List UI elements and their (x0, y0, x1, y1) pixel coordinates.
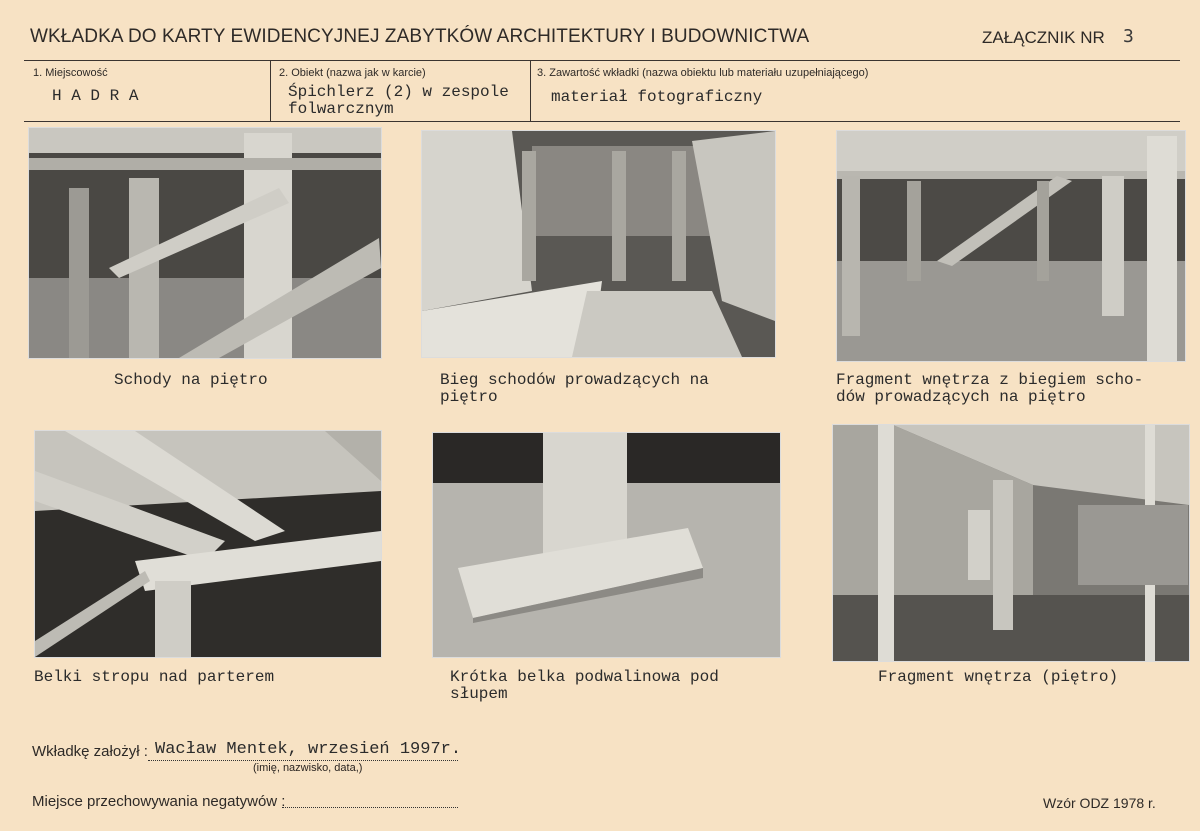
caption-photo-6: Fragment wnętrza (piętro) (878, 668, 1119, 686)
header-top-rule (24, 60, 1180, 61)
photo-ceiling-beams (34, 430, 382, 658)
object-value-line2: folwarcznym (288, 100, 394, 118)
caption-photo-3-line1: Fragment wnętrza z biegiem scho- (836, 371, 1144, 389)
photo-interior-with-stairs (836, 130, 1186, 362)
document-title: WKŁADKA DO KARTY EWIDENCYJNEJ ZABYTKÓW ARCHITEKTURY I BUDOWNICTWA (30, 26, 810, 47)
form-template-label: Wzór ODZ 1978 r. (1043, 795, 1156, 811)
caption-photo-5-line1: Krótka belka podwalinowa pod (450, 668, 719, 686)
caption-photo-3-line2: dów prowadzących na piętro (836, 388, 1086, 406)
author-hint: (imię, nazwisko, data,) (253, 762, 363, 774)
field-divider-2 (530, 60, 531, 122)
caption-photo-2-line2: piętro (440, 388, 498, 406)
caption-photo-1: Schody na piętro (114, 371, 268, 389)
photo-short-sill-beam (432, 432, 781, 658)
author-label: Wkładkę założył : (32, 743, 148, 760)
caption-photo-4: Belki stropu nad parterem (34, 668, 275, 686)
contents-value: materiał fotograficzny (551, 88, 763, 106)
photo-stair-flight (421, 130, 776, 358)
locality-value: H A D R A (52, 87, 139, 105)
photo-interior-upper-floor (832, 424, 1190, 662)
header-bottom-rule (24, 121, 1180, 122)
author-dotted-line (148, 760, 458, 761)
locality-label: 1. Miejscowość (33, 67, 108, 79)
photo-stairs-to-floor (28, 127, 382, 359)
annex-number: 3 (1123, 26, 1134, 47)
object-label: 2. Obiekt (nazwa jak w karcie) (279, 67, 426, 79)
object-value-line1: Śpichlerz (2) w zespole (288, 83, 509, 101)
field-divider-1 (270, 60, 271, 122)
annex-label: ZAŁĄCZNIK NR (982, 28, 1105, 47)
contents-label: 3. Zawartość wkładki (nazwa obiektu lub materiału uzupełniającego) (537, 67, 869, 79)
author-value: Wacław Mentek, wrzesień 1997r. (155, 740, 462, 759)
caption-photo-2-line1: Bieg schodów prowadzących na (440, 371, 709, 389)
caption-photo-5-line2: słupem (450, 685, 508, 703)
negatives-label: Miejsce przechowywania negatywów : (32, 793, 286, 810)
negatives-dotted-line (282, 807, 458, 808)
